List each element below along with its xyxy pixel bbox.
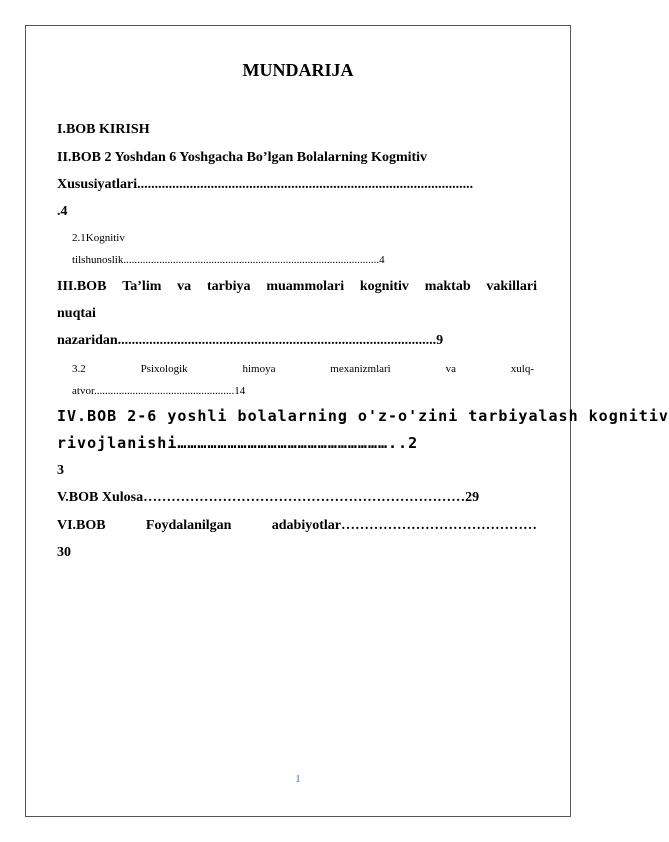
toc-word: VI.BOB (57, 518, 106, 533)
toc-entry-chapter-3-page: nazaridan...........................................................................................9 (57, 333, 444, 348)
toc-entry-chapter-1: I.BOB KIRISH (57, 122, 150, 137)
toc-word: Foydalanilgan (145, 518, 232, 533)
toc-entry-chapter-3 (57, 279, 537, 295)
page-title: MUNDARIJA (242, 60, 354, 80)
toc-entry-chapter-4-cont: rivojlanishi………………………………………………………..2 (57, 434, 419, 452)
toc-word: va (177, 279, 192, 294)
toc-word: Ta’lim (122, 279, 162, 294)
toc-entry-chapter-4: IV.BOB 2-6 yoshli bolalarning o'z-o'zini tarbiyalash kognitiv (57, 407, 669, 425)
toc-word: mexanizmlari (330, 363, 391, 375)
toc-entry-section-2-1-cont: tilshunoslik.............................................................................................4 (72, 254, 385, 266)
toc-entry-section-3-2 (72, 363, 534, 375)
toc-word: adabiyotlar…………………………………… (271, 518, 537, 533)
toc-word: vakillari (486, 279, 537, 294)
toc-word: kognitiv (359, 279, 409, 294)
toc-word: Psixologik (140, 363, 188, 375)
page-number: 1 (295, 773, 301, 785)
toc-entry-chapter-2-page: .4 (57, 204, 68, 219)
toc-word: III.BOB (57, 279, 107, 294)
toc-entry-chapter-6-page: 30 (57, 545, 71, 560)
toc-entry-chapter-6 (57, 518, 537, 534)
toc-entry-section-3-2-cont: atvor...................................................14 (72, 385, 246, 397)
toc-entry-chapter-2-cont: Xususiyatlari................................................................................................ (57, 177, 474, 192)
toc-word: xulq- (510, 363, 534, 375)
toc-entry-chapter-2: II.BOB 2 Yoshdan 6 Yoshgacha Bo’lgan Bolalarning Kogmitiv (57, 150, 428, 165)
toc-entry-chapter-4-page: 3 (57, 463, 64, 478)
toc-word: tarbiya (206, 279, 251, 294)
toc-word: himoya (242, 363, 276, 375)
toc-entry-chapter-5: V.BOB Xulosa……………………………………………………………29 (57, 490, 480, 505)
toc-entry-chapter-3-cont: nuqtai (57, 306, 96, 321)
toc-word: muammolari (266, 279, 345, 294)
toc-word: maktab (424, 279, 471, 294)
toc-word: 3.2 (72, 363, 86, 375)
toc-entry-section-2-1: 2.1Kognitiv (72, 232, 125, 244)
toc-word: va (445, 363, 456, 375)
